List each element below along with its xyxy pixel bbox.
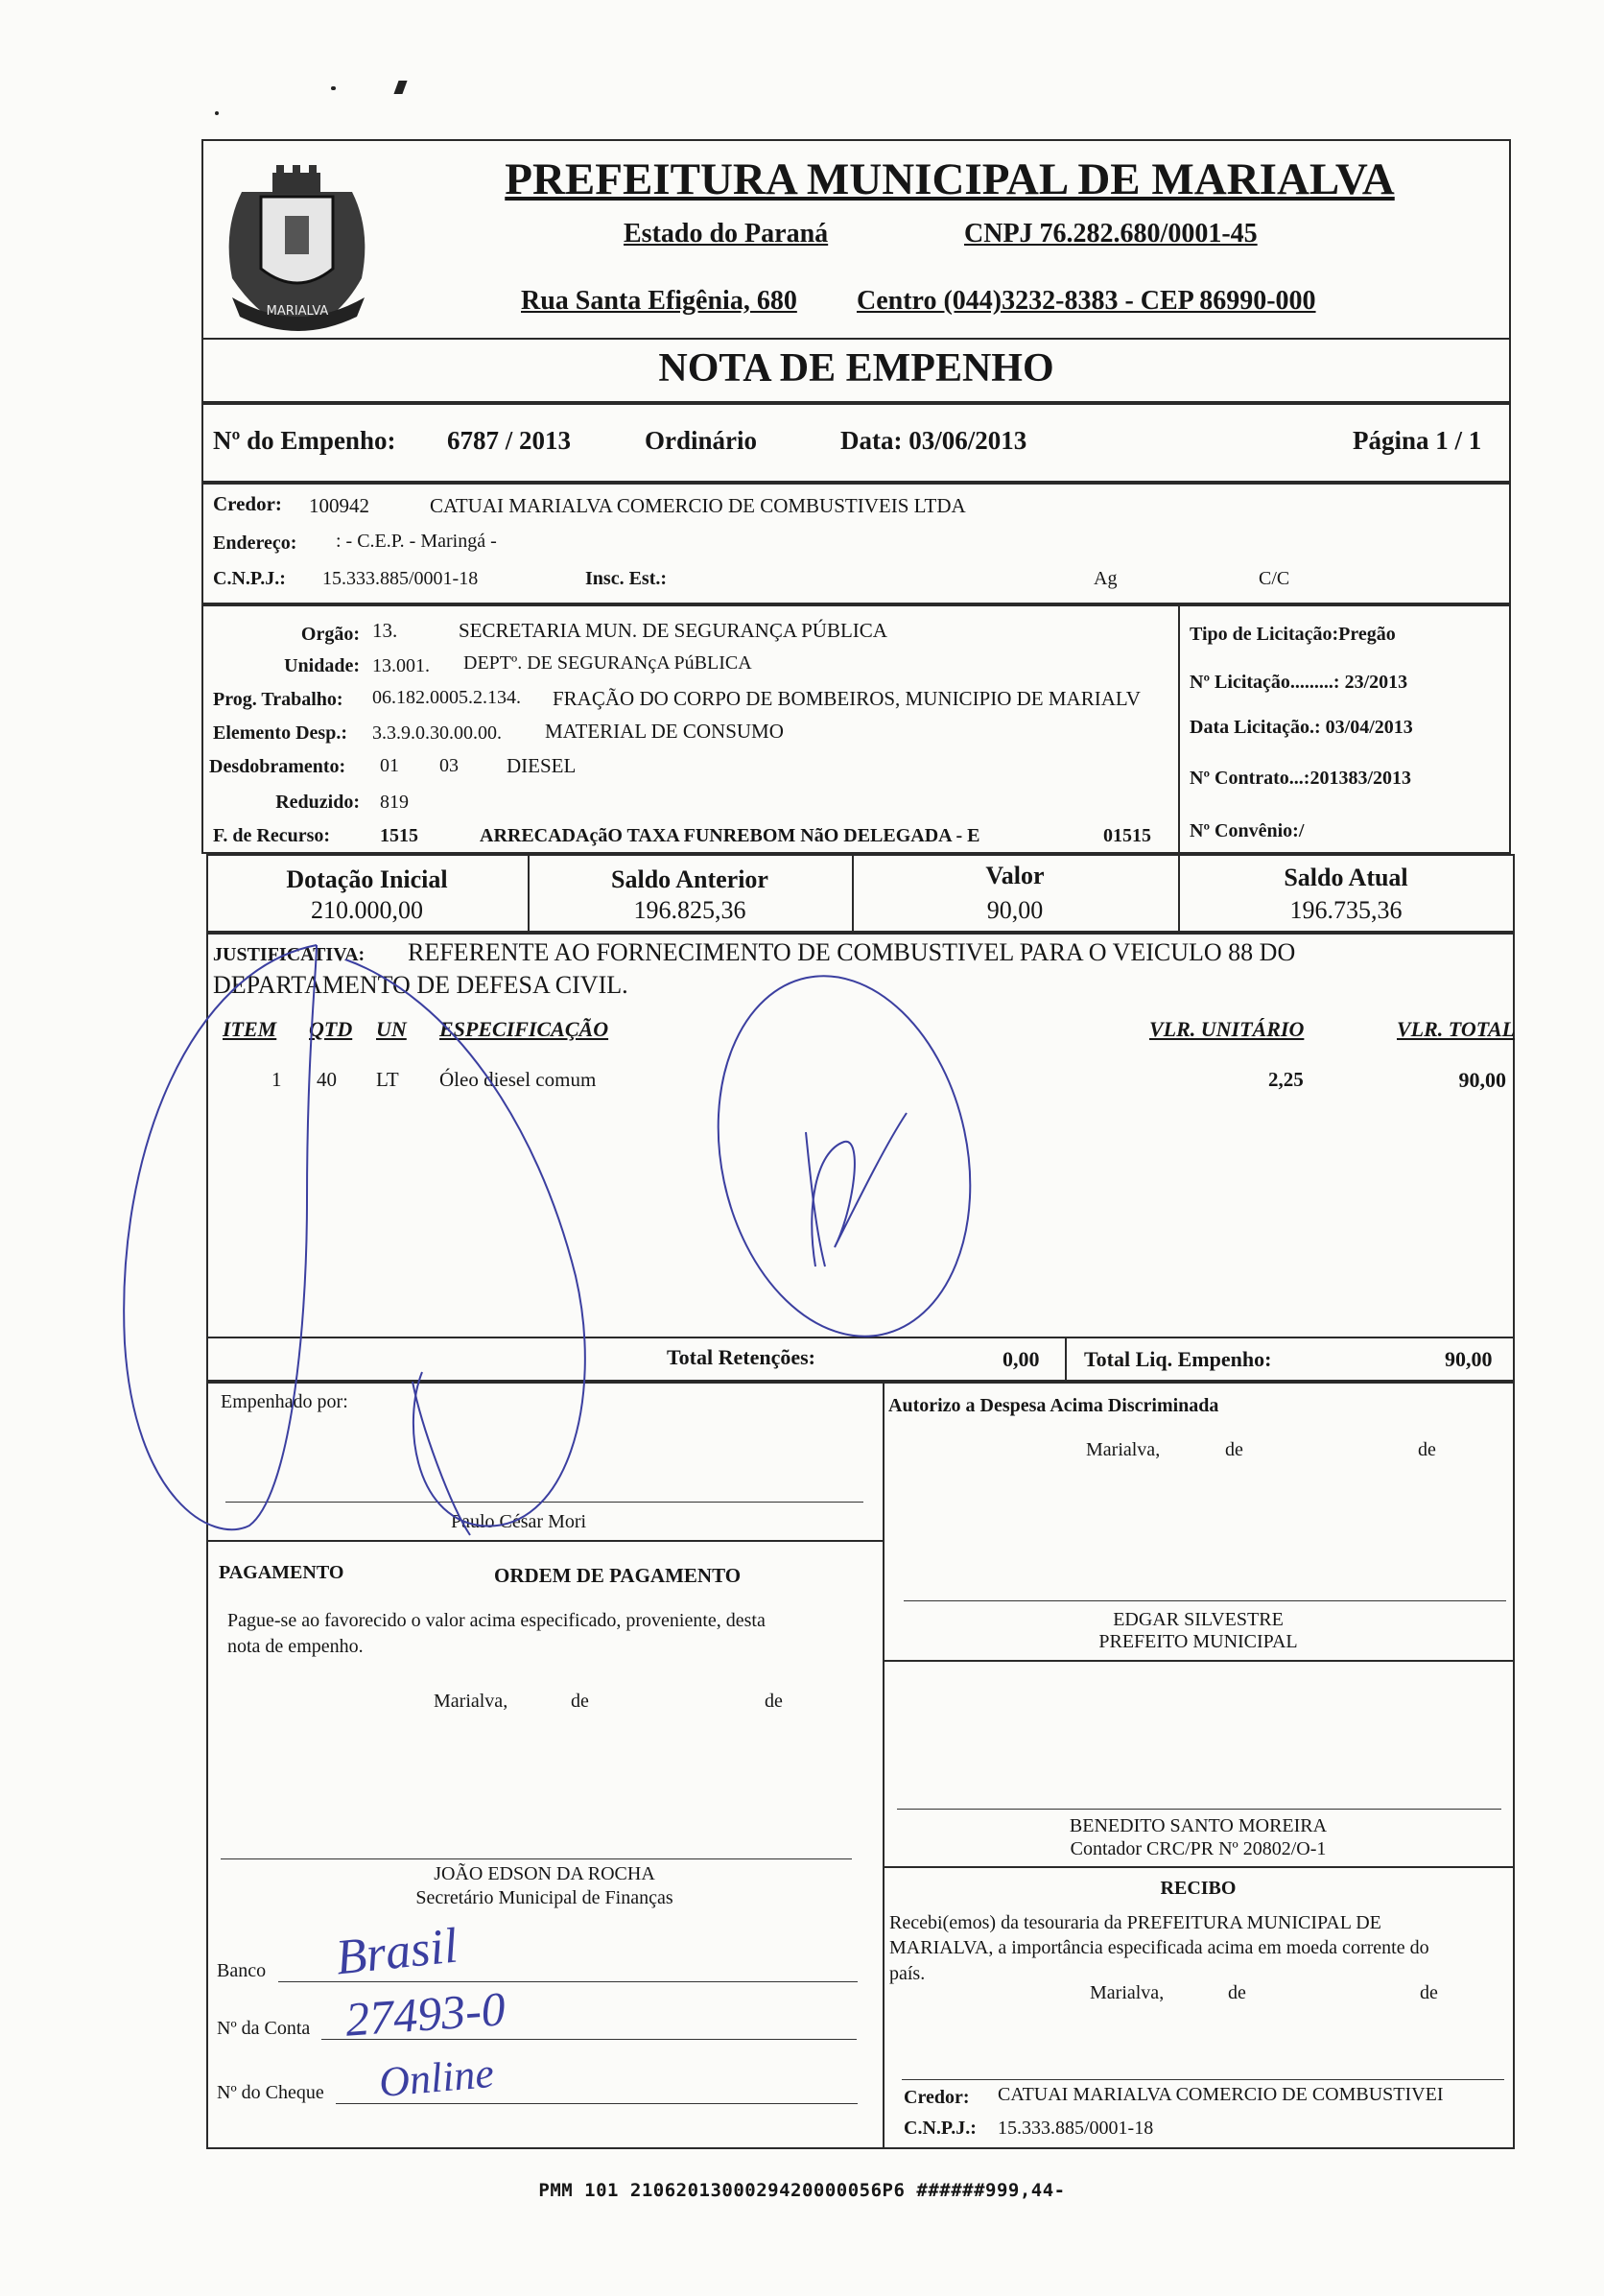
pagamento-de-1: de [571, 1691, 589, 1712]
data-licitacao: Data Licitação.: 03/04/2013 [1190, 717, 1413, 738]
total-liq-label: Total Liq. Empenho: [1084, 1347, 1272, 1371]
divider [201, 338, 1511, 340]
empenhado-label: Empenhado por: [221, 1391, 348, 1412]
recibo-credor-label: Credor: [904, 2087, 970, 2108]
col-header-qtd: QTD [309, 1017, 353, 1041]
justificativa-line-1: REFERENTE AO FORNECIMENTO DE COMBUSTIVEL PARA O VEICULO 88 DO [408, 938, 1296, 966]
tipo-licitacao: Tipo de Licitação:Pregão [1190, 624, 1396, 645]
unidade-code: 13.001. [372, 655, 430, 676]
empenho-date: Data: 03/06/2013 [840, 426, 1027, 455]
banco-handwritten: Brasil [333, 1918, 460, 1986]
recibo-text-1: Recebi(emos) da tesouraria da PREFEITURA MUNICIPAL DE [889, 1912, 1381, 1933]
saldo-anterior-header: Saldo Anterior [611, 865, 768, 893]
contador-name: BENEDITO SANTO MOREIRA [1069, 1815, 1328, 1836]
recibo-de-1: de [1228, 1982, 1246, 2003]
recibo-credor-name: CATUAI MARIALVA COMERCIO DE COMBUSTIVEI [998, 2084, 1444, 2105]
mayor-name: EDGAR SILVESTRE [1113, 1609, 1284, 1630]
recurso-code: 1515 [380, 825, 418, 846]
prog-code: 06.182.0005.2.134. [372, 687, 521, 708]
empenho-number: 6787 / 2013 [447, 426, 572, 455]
pagamento-label: PAGAMENTO [219, 1562, 344, 1583]
speck [215, 111, 219, 115]
address-rest: Centro (044)3232-8383 - CEP 86990-000 [857, 286, 1316, 316]
divider [1065, 1337, 1067, 1382]
elem-label: Elemento Desp.: [213, 722, 347, 744]
prog-label: Prog. Trabalho: [213, 689, 343, 710]
divider [206, 1337, 1515, 1338]
autorizo-label: Autorizo a Despesa Acima Discriminada [888, 1395, 1219, 1416]
pagamento-text-1: Pague-se ao favorecido o valor acima especificado, proveniente, desta [227, 1610, 766, 1631]
signature-line [897, 1809, 1501, 1810]
saldo-atual-header: Saldo Atual [1284, 864, 1408, 891]
municipal-crest-icon [203, 154, 390, 341]
cheque-handwritten: Online [377, 2048, 496, 2107]
empenho-label: Nº do Empenho: [213, 426, 396, 455]
pagamento-text-2: nota de empenho. [227, 1636, 364, 1657]
cc-label: C/C [1259, 568, 1290, 589]
numero-contrato: Nº Contrato...:201383/2013 [1190, 768, 1412, 789]
recibo-title: RECIBO [1160, 1878, 1237, 1899]
divider [883, 1382, 885, 2149]
doc-title: NOTA DE EMPENHO [658, 346, 1054, 391]
prog-name: FRAÇÃO DO CORPO DE BOMBEIROS, MUNICIPIO DE MARIALV [553, 687, 1141, 710]
signature-line [221, 1858, 852, 1859]
conta-label: Nº da Conta [217, 2018, 311, 2039]
justificativa-label: JUSTIFICATIVA: [213, 944, 366, 965]
elem-name: MATERIAL DE CONSUMO [545, 720, 784, 743]
ordem-pagamento-label: ORDEM DE PAGAMENTO [494, 1564, 742, 1587]
pagamento-de-2: de [765, 1691, 783, 1712]
recibo-place: Marialva, [1090, 1982, 1165, 2003]
insc-label: Insc. Est.: [585, 568, 668, 589]
signature-line [225, 1502, 863, 1503]
col-header-vlr-unitario: VLR. UNITÁRIO [1149, 1017, 1305, 1041]
recibo-cnpj: 15.333.885/0001-18 [998, 2118, 1154, 2139]
desd-a: 01 [380, 755, 399, 776]
cnpj-label: C.N.P.J.: [213, 568, 286, 589]
signature-line [902, 2079, 1504, 2080]
dotacao-inicial-header: Dotação Inicial [286, 865, 448, 893]
desd-b: 03 [439, 755, 459, 776]
col-header-especificacao: ESPECIFICAÇÃO [439, 1017, 609, 1041]
speck [331, 86, 336, 90]
conta-handwritten: 27493-0 [343, 1981, 507, 2047]
crest-text: MARIALVA [266, 304, 329, 319]
numero-convenio: Nº Convênio:/ [1190, 820, 1305, 841]
unidade-label: Unidade: [284, 655, 360, 676]
autorizo-de-2: de [1418, 1439, 1436, 1460]
credor-name: CATUAI MARIALVA COMERCIO DE COMBUSTIVEIS LTDA [430, 494, 966, 517]
empenhado-name: Paulo César Mori [451, 1511, 587, 1532]
orgao-label: Orgão: [300, 624, 360, 645]
total-retencoes-value: 0,00 [1002, 1347, 1040, 1371]
recibo-text-2: MARIALVA, a importância especificada acima em moeda corrente do [889, 1937, 1429, 1958]
endereco-value: : - C.E.P. - Maringá - [336, 531, 497, 552]
orgao-code: 13. [372, 619, 398, 642]
recibo-text-3: país. [889, 1963, 926, 1984]
col-header-un: UN [376, 1017, 407, 1041]
footer-code: PMM 101 2106201300029420000056P6 ######999,44- [538, 2180, 1066, 2201]
autorizo-place: Marialva, [1086, 1439, 1161, 1460]
total-liq-value: 90,00 [1445, 1347, 1493, 1371]
recurso-num: 01515 [1103, 825, 1151, 846]
divider [1178, 604, 1180, 854]
col-header-item: ITEM [223, 1017, 277, 1041]
saldo-atual-value: 196.735,36 [1289, 896, 1403, 924]
recurso-label: F. de Recurso: [213, 825, 331, 846]
desd-name: DIESEL [507, 754, 577, 777]
justificativa-line-2: DEPARTAMENTO DE DEFESA CIVIL. [213, 971, 628, 999]
total-retencoes-label: Total Retenções: [667, 1345, 815, 1369]
street-address: Rua Santa Efigênia, 680 [521, 286, 797, 316]
reduzido-value: 819 [380, 792, 409, 813]
valor-header: Valor [985, 862, 1045, 889]
row-spec: Óleo diesel comum [439, 1068, 597, 1091]
banco-label: Banco [217, 1960, 267, 1981]
elem-code: 3.3.9.0.30.00.00. [372, 722, 502, 744]
page-number: Página 1 / 1 [1353, 426, 1482, 455]
valor-value: 90,00 [986, 896, 1044, 924]
endereco-label: Endereço: [213, 533, 297, 554]
saldo-anterior-value: 196.825,36 [633, 896, 746, 924]
row-item: 1 [271, 1068, 282, 1091]
col-header-vlr-total: VLR. TOTAL [1397, 1017, 1516, 1041]
row-qtd: 40 [317, 1068, 337, 1091]
recibo-cnpj-label: C.N.P.J.: [904, 2118, 977, 2139]
credor-cnpj: 15.333.885/0001-18 [322, 568, 479, 589]
row-unit-value: 2,25 [1268, 1068, 1304, 1091]
ag-label: Ag [1094, 568, 1118, 589]
row-total-value: 90,00 [1458, 1068, 1506, 1092]
row-un: LT [376, 1068, 399, 1091]
contador-title: Contador CRC/PR Nº 20802/O-1 [1070, 1838, 1327, 1859]
recurso-name: ARRECADAçãO TAXA FUNREBOM NãO DELEGADA - E [480, 825, 980, 846]
reduzido-label: Reduzido: [275, 792, 360, 813]
cnpj-header: CNPJ 76.282.680/0001-45 [964, 219, 1258, 249]
desd-label: Desdobramento: [209, 756, 346, 777]
items-box [206, 933, 1515, 1382]
credor-code: 100942 [309, 494, 369, 517]
municipality-title: PREFEITURA MUNICIPAL DE MARIALVA [505, 154, 1395, 204]
cheque-label: Nº do Cheque [217, 2082, 324, 2103]
divider [883, 1660, 1514, 1662]
orgao-name: SECRETARIA MUN. DE SEGURANÇA PÚBLICA [459, 619, 887, 642]
mayor-title: PREFEITO MUNICIPAL [1098, 1631, 1298, 1652]
speck [393, 81, 407, 94]
autorizo-de-1: de [1225, 1439, 1243, 1460]
divider [206, 1540, 883, 1542]
credor-label: Credor: [213, 492, 282, 515]
recibo-de-2: de [1420, 1982, 1438, 2003]
dotacao-inicial-value: 210.000,00 [311, 896, 423, 924]
pagamento-place: Marialva, [434, 1691, 508, 1712]
secretario-title: Secretário Municipal de Finanças [415, 1887, 673, 1908]
numero-licitacao: Nº Licitação.........: 23/2013 [1190, 672, 1408, 693]
signature-line [904, 1600, 1506, 1601]
empenho-type: Ordinário [645, 426, 758, 455]
state-name: Estado do Paraná [624, 219, 829, 249]
divider [883, 1866, 1514, 1868]
secretario-name: JOÃO EDSON DA ROCHA [434, 1863, 655, 1884]
unidade-name: DEPTº. DE SEGURANçA PúBLICA [463, 652, 752, 674]
